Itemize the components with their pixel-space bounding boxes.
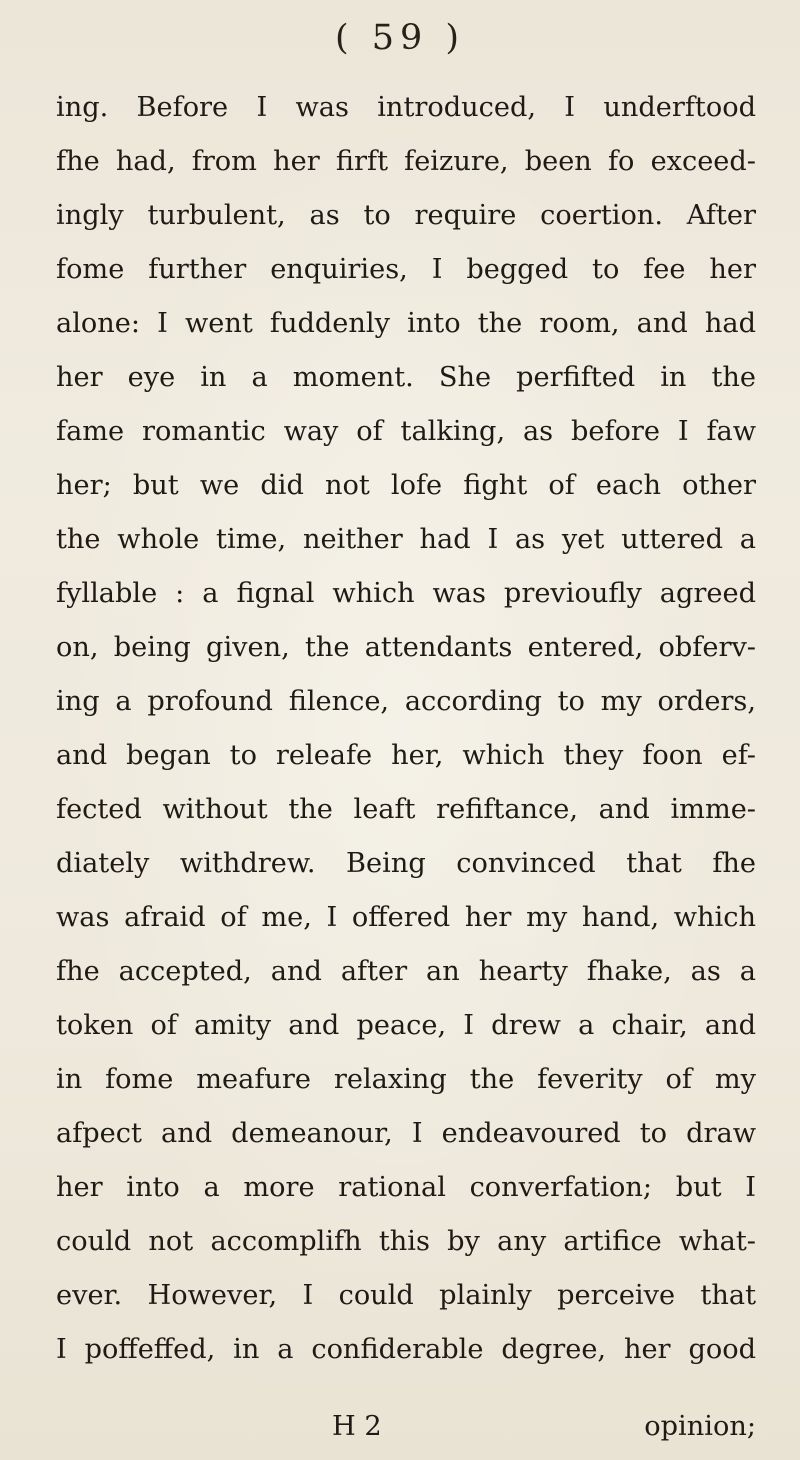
text-line: I poffeffed, in a confiderable degree, her good [56,1334,756,1365]
text-line: could not accomplifh this by any artifice what- [56,1226,756,1257]
text-line: fected without the leaft refiftance, and imme- [56,794,756,825]
text-line: the whole time, neither had I as yet uttered a [56,524,756,555]
text-line: her into a more rational converfation; but I [56,1172,756,1203]
text-line: fome further enquiries, I begged to fee her [56,254,756,285]
text-line: token of amity and peace, I drew a chair, and [56,1010,756,1041]
text-line: in fome meafure relaxing the feverity of my [56,1064,756,1095]
catchword: opinion; [644,1411,756,1442]
signature-mark: H 2 [332,1411,382,1442]
text-line: her eye in a moment. She perfifted in the [56,362,756,393]
text-line: was afraid of me, I offered her my hand, which [56,902,756,933]
text-line: ing a profound filence, according to my orders, [56,686,756,717]
text-line: ing. Before I was introduced, I underftood [56,92,756,123]
page-footer [56,1400,756,1454]
text-line: fhe accepted, and after an hearty fhake, as a [56,956,756,987]
text-line: fhe had, from her firft feizure, been fo exceed- [56,146,756,177]
text-line: fame romantic way of talking, as before I faw [56,416,756,447]
text-line: diately withdrew. Being convinced that fhe [56,848,756,879]
text-line: ever. However, I could plainly perceive that [56,1280,756,1311]
text-line: on, being given, the attendants entered, obferv- [56,632,756,663]
text-line: afpect and demeanour, I endeavoured to draw [56,1118,756,1149]
page-number: ( 59 ) [334,18,466,58]
text-line: her; but we did not lofe fight of each other [56,470,756,501]
text-line: and began to releafe her, which they foon ef- [56,740,756,771]
body-text [56,81,756,1377]
text-line: fyllable : a fignal which was previoufly agreed [56,578,756,609]
text-line: alone: I went fuddenly into the room, and had [56,308,756,339]
text-line: ingly turbulent, as to require coertion. After [56,200,756,231]
